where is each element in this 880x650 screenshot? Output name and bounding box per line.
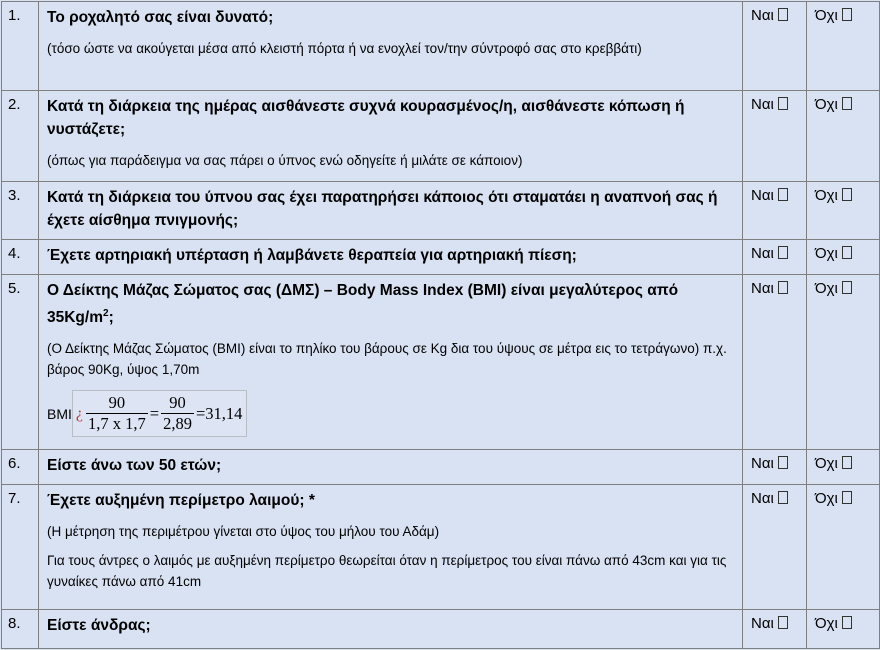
question-number: 4.: [8, 245, 21, 262]
yes-label: Ναι: [751, 490, 774, 507]
question-note: (Ο Δείκτης Μάζας Σώματος (BMI) είναι το πηλίκο του βάρους σε Kg δια του ύψους σε μέτρα εις το τετράγωνο) π.χ. βάρος 90Kg, ύψος 1,70m: [47, 341, 727, 378]
question-title: Το ροχαλητό σας είναι δυνατό;: [47, 9, 274, 26]
checkbox-icon[interactable]: [778, 491, 788, 504]
question-number: 3.: [8, 187, 21, 204]
question-number: 8.: [8, 615, 21, 632]
checkbox-icon[interactable]: [842, 97, 852, 110]
question-row-1: [2, 2, 880, 91]
question-row-3: [2, 182, 880, 240]
bmi-label: BMI: [47, 405, 72, 422]
yes-option[interactable]: [743, 91, 806, 113]
yes-option[interactable]: [743, 450, 806, 472]
no-option[interactable]: [807, 91, 879, 113]
checkbox-icon[interactable]: [778, 188, 788, 201]
question-row-4: [2, 240, 880, 275]
bmi-formula: [47, 390, 742, 437]
fraction: $\frac{90}{1,7 x 1,7}$: [88, 393, 146, 434]
question-note: (τόσο ώστε να ακούγεται μέσα από κλειστή πόρτα ή να ενοχλεί τον/την σύντροφό σας στο κρεββάτι): [47, 41, 642, 56]
yes-label: Ναι: [751, 96, 774, 113]
yes-option[interactable]: [743, 275, 806, 297]
no-label: Όχι: [815, 187, 838, 204]
no-option[interactable]: [807, 240, 879, 262]
checkbox-icon[interactable]: [778, 281, 788, 294]
fraction: $\frac{90}{2,89}$: [163, 393, 192, 434]
yes-label: Ναι: [751, 7, 774, 24]
no-label: Όχι: [815, 245, 838, 262]
question-title: Είστε άνδρας;: [47, 617, 151, 634]
checkbox-icon[interactable]: [842, 456, 852, 469]
checkbox-icon[interactable]: [842, 246, 852, 259]
question-note: (όπως για παράδειγμα να σας πάρει ο ύπνος ενώ οδηγείτε ή μιλάτε σε κάποιον): [47, 153, 523, 168]
no-label: Όχι: [815, 96, 838, 113]
no-label: Όχι: [815, 7, 838, 24]
no-option[interactable]: [807, 610, 879, 632]
question-row-2: [2, 91, 880, 182]
question-row-7: [2, 485, 880, 610]
question-row-8: [2, 610, 880, 649]
question-row-6: [2, 450, 880, 485]
no-option[interactable]: [807, 182, 879, 204]
checkbox-icon[interactable]: [778, 246, 788, 259]
no-option[interactable]: [807, 275, 879, 297]
question-number: 7.: [8, 490, 21, 507]
question-number: 2.: [8, 96, 21, 113]
no-label: Όχι: [815, 455, 838, 472]
question-title: Ο Δείκτης Μάζας Σώματος σας (ΔΜΣ) – Body Mass Index (BMI) είναι μεγαλύτερος από $35Kg/m^2$;: [47, 282, 679, 327]
checkbox-icon[interactable]: [778, 8, 788, 21]
question-number: 6.: [8, 455, 21, 472]
yes-label: Ναι: [751, 280, 774, 297]
checkbox-icon[interactable]: [778, 456, 788, 469]
checkbox-icon[interactable]: [842, 616, 852, 629]
formula-placeholder: ¿: [75, 404, 83, 422]
yes-label: Ναι: [751, 245, 774, 262]
bmi-result: 31,14: [205, 403, 243, 423]
question-row-5: [2, 275, 880, 450]
yes-option[interactable]: [743, 2, 806, 24]
question-title: Έχετε αυξημένη περίμετρο λαιμού; *: [47, 492, 315, 509]
no-option[interactable]: [807, 450, 879, 472]
yes-label: Ναι: [751, 455, 774, 472]
question-number: 1.: [8, 7, 21, 24]
question-note: (Η μέτρηση της περιμέτρου γίνεται στο ύψος του μήλου του Αδάμ): [47, 524, 440, 539]
formula-box: ¿ $\frac{90}{1,7 x 1,7}$ = $\frac{90}{2,89}$ = 31,14: [72, 390, 247, 437]
yes-option[interactable]: [743, 485, 806, 507]
questionnaire-table: [1, 1, 880, 649]
question-note: Για τους άντρες ο λαιμός με αυξημένη περίμετρο θεωρείται όταν η περίμετρος του είναι πάνω από 43cm και για τις γυναίκες πάνω από 41cm: [47, 553, 727, 589]
checkbox-icon[interactable]: [778, 97, 788, 110]
checkbox-icon[interactable]: [842, 8, 852, 21]
checkbox-icon[interactable]: [842, 491, 852, 504]
question-number: 5.: [8, 280, 21, 297]
checkbox-icon[interactable]: [842, 188, 852, 201]
no-option[interactable]: [807, 485, 879, 507]
no-option[interactable]: [807, 2, 879, 24]
checkbox-icon[interactable]: [778, 616, 788, 629]
no-label: Όχι: [815, 615, 838, 632]
no-label: Όχι: [815, 490, 838, 507]
question-title: Είστε άνω των 50 ετών;: [47, 457, 222, 474]
yes-option[interactable]: [743, 240, 806, 262]
yes-option[interactable]: [743, 610, 806, 632]
yes-label: Ναι: [751, 187, 774, 204]
question-title: Κατά τη διάρκεια του ύπνου σας έχει παρατηρήσει κάποιος ότι σταματάει η αναπνοή σας ή έχετε αίσθημα πνιγμονής;: [47, 189, 718, 229]
yes-label: Ναι: [751, 615, 774, 632]
question-title: Έχετε αρτηριακή υπέρταση ή λαμβάνετε θεραπεία για αρτηριακή πίεση;: [47, 247, 577, 264]
question-title: Κατά τη διάρκεια της ημέρας αισθάνεστε συχνά κουρασμένος/η, αισθάνεστε κόπωση ή νυστάζετε;: [47, 98, 685, 138]
no-label: Όχι: [815, 280, 838, 297]
checkbox-icon[interactable]: [842, 281, 852, 294]
yes-option[interactable]: [743, 182, 806, 204]
